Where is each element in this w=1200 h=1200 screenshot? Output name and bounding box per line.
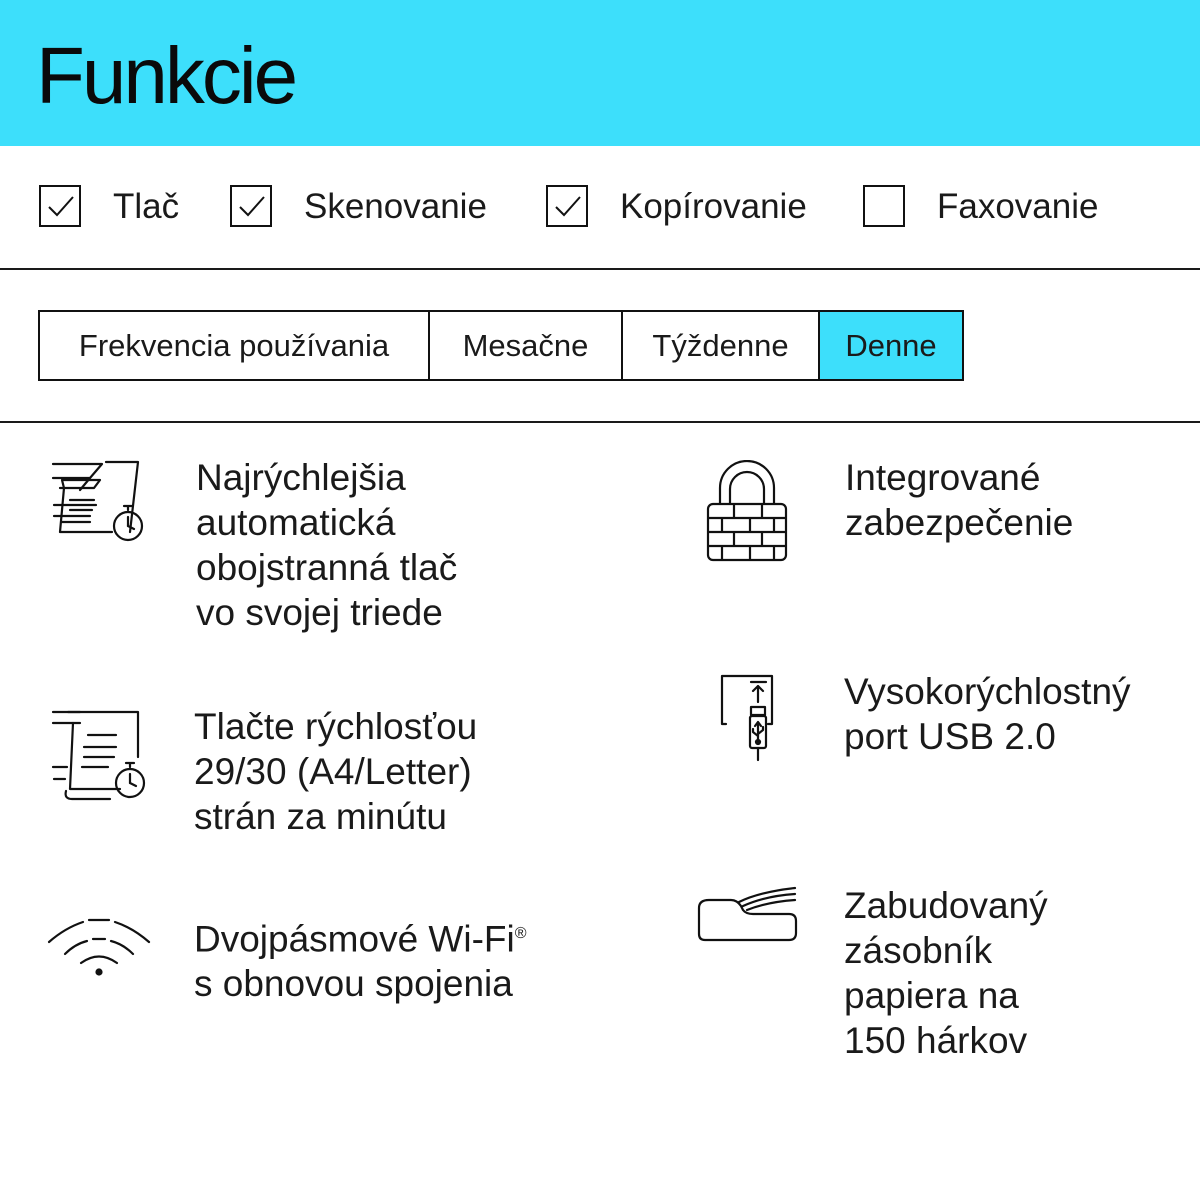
checkmark-icon xyxy=(47,195,75,219)
feature-print-speed: Tlačte rýchlosťou 29/30 (A4/Letter) strán za minútu xyxy=(194,706,478,837)
function-label-copy: Kopírovanie xyxy=(620,187,807,226)
function-label-print: Tlač xyxy=(113,187,180,226)
usage-option-daily[interactable]: Denne xyxy=(820,312,962,379)
copy-checkbox[interactable] xyxy=(546,185,588,227)
divider xyxy=(0,268,1200,270)
function-label-fax: Faxovanie xyxy=(937,187,1099,226)
lock-icon xyxy=(706,460,788,562)
fax-checkbox[interactable] xyxy=(863,185,905,227)
function-label-scan: Skenovanie xyxy=(304,187,487,226)
usage-option-monthly[interactable]: Mesačne xyxy=(430,312,623,379)
feature-wifi-line2: s obnovou spojenia xyxy=(194,963,513,1005)
feature-wifi xyxy=(194,911,527,1006)
usage-frequency-selector xyxy=(38,310,964,381)
page-title: Funkcie xyxy=(36,31,296,120)
feature-paper-tray: Zabudovaný zásobník papiera na 150 hárkov xyxy=(844,885,1048,1061)
feature-usb: Vysokorýchlostný port USB 2.0 xyxy=(844,671,1131,757)
feature-duplex-print: Najrýchlejšia automatická obojstranná tlač vo svojej triede xyxy=(196,457,458,633)
print-speed-timer-icon xyxy=(50,707,150,801)
divider xyxy=(0,421,1200,423)
wifi-icon xyxy=(47,914,151,978)
scan-checkbox[interactable] xyxy=(230,185,272,227)
registered-trademark: ® xyxy=(514,925,527,942)
print-checkbox[interactable] xyxy=(39,185,81,227)
usage-option-weekly[interactable]: Týždenne xyxy=(623,312,820,379)
feature-wifi-line1: Dvojpásmové Wi-Fi xyxy=(194,918,515,960)
paper-tray-icon xyxy=(697,886,801,946)
usb-port-icon xyxy=(718,672,778,764)
usage-frequency-label: Frekvencia používania xyxy=(40,312,430,379)
checkmark-icon xyxy=(554,195,582,219)
feature-security: Integrované zabezpečenie xyxy=(845,457,1074,543)
header-banner xyxy=(0,0,1200,146)
duplex-print-timer-icon xyxy=(50,458,150,544)
checkmark-icon xyxy=(238,195,266,219)
